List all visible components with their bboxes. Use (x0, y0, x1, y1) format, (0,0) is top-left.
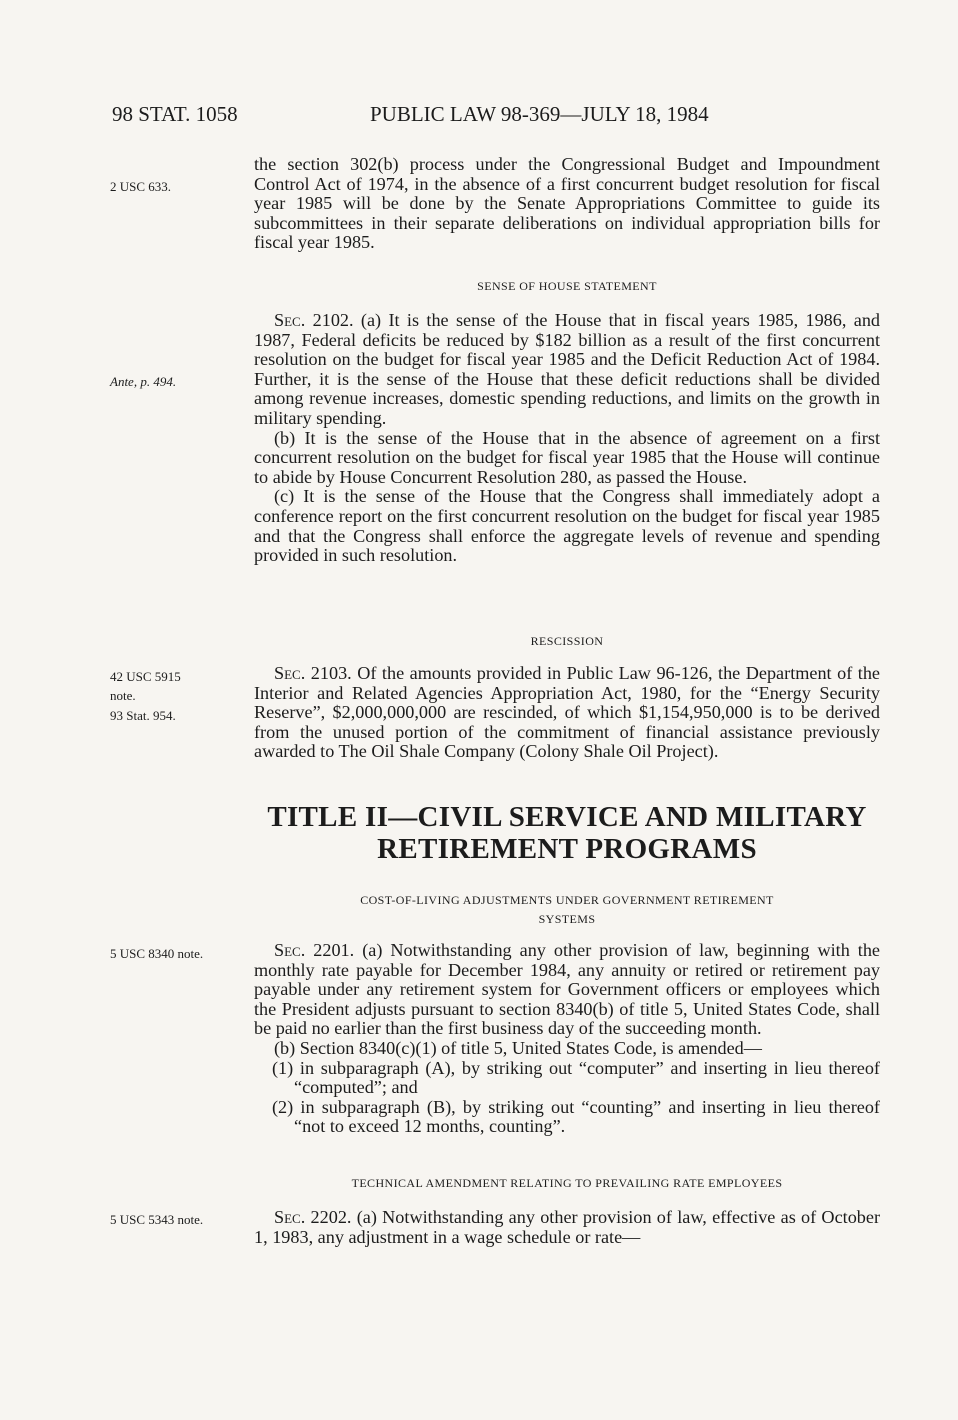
sec2103-text: Of the amounts provided in Public Law 96-126, the Department of the Interior and Related Agencies Appropriation Act, 1980, for the “Energy Security Reserve”, $2,000,000,000 are rescinded, of which $1,154,950,000 is to be derived from the unused portion of the commitment of financial assistance previously awarded to The Oil Shale Company (Colony Shale Oil Project). (254, 663, 881, 762)
sec2202-a-text: (a) Notwithstanding any other provision of law, effective as of October 1, 1983, any adjustment in a wage schedule or rate— (254, 1207, 881, 1247)
title-ii-line2: RETIREMENT PROGRAMS (377, 833, 757, 865)
heading-cola-line2: SYSTEMS (538, 912, 596, 926)
heading-sense-of-house: SENSE OF HOUSE STATEMENT (477, 279, 657, 293)
margin-note-ante: Ante, p. 494. (110, 374, 177, 389)
margin-note-42usc5915-line1: 42 USC 5915 (110, 669, 181, 684)
sec2202-label: Sec. 2202. (274, 1207, 352, 1227)
section-2103 (254, 664, 880, 762)
margin-note-5usc5343: 5 USC 5343 note. (110, 1212, 204, 1227)
margin-note-42usc5915-line2: note. (110, 688, 136, 703)
margin-note-2usc633: 2 USC 633. (110, 179, 172, 194)
margin-note-93stat954: 93 Stat. 954. (110, 708, 176, 723)
sec2201-b: (b) Section 8340(c)(1) of title 5, United States Code, is amended— (274, 1037, 762, 1058)
sec2102-a-text: (a) It is the sense of the House that in fiscal years 1985, 1986, and 1987, Federal deficits be reduced by $182 billion as a result of the first concurrent resolution on the budget for fiscal year 1985 and the Deficit Reduction Act of 1984. Further, it is the sense of the House that these deficit reductions shall be divided among revenue increases, domestic spending reductions, and limits on the growth in military spending. (254, 310, 881, 428)
stat-page-number: 98 STAT. 1058 (112, 102, 238, 126)
heading-cola-line1: COST-OF-LIVING ADJUSTMENTS UNDER GOVERNMENT RETIREMENT (360, 893, 774, 907)
sec2102-c: (c) It is the sense of the House that the Congress shall immediately adopt a conference report on the first concurrent resolution on the budget for fiscal year 1985 and that the Congress shall enforce the aggregate levels of revenue and spending provided in such resolution. (254, 486, 880, 566)
page-header (112, 102, 762, 132)
sec2102-a (254, 311, 880, 429)
sec2201-a (254, 941, 880, 1039)
sec2202-a (254, 1208, 880, 1247)
sec2201-a-text: (a) Notwithstanding any other provision of law, beginning with the monthly rate payable for December 1984, any annuity or retired or retirement pay payable under any retirement system for Government officers or employees which the President adjusts pursuant to section 8340(b) of title 5, United States Code, shall be paid no earlier than the first business day of the succeeding month. (254, 940, 881, 1039)
sec2102-label: Sec. 2102. (274, 310, 354, 330)
title-ii-line1: TITLE II—CIVIL SERVICE AND MILITARY (267, 801, 867, 833)
sec2103-label: Sec. 2103. (274, 663, 352, 683)
sec2102-b: (b) It is the sense of the House that in the absence of agreement on a first concurrent resolution on the budget for fiscal year 1985 that the House will continue to abide by House Concurrent Resolution 280, as passed the House. (254, 427, 880, 487)
title-ii-heading (254, 801, 880, 865)
heading-technical-amendment: TECHNICAL AMENDMENT RELATING TO PREVAILING RATE EMPLOYEES (351, 1176, 783, 1190)
public-law-title: PUBLIC LAW 98-369—JULY 18, 1984 (370, 102, 709, 126)
sec2201-label: Sec. 2201. (274, 940, 355, 960)
margin-note-42usc5915 (110, 667, 240, 705)
para-302b: the section 302(b) process under the Congressional Budget and Impoundment Control Act of 1974, in the absence of a first concurrent budget resolution for fiscal year 1985 will be done by the Senate Appropriations Committee to guide its subcommittees in their separate deliberations on individual appropriation bills for fiscal year 1985. (254, 154, 880, 253)
sec2201-b2: (2) in subparagraph (B), by striking out “counting” and inserting in lieu thereof “not to exceed 12 months, counting”. (272, 1096, 880, 1137)
section-2201 (254, 941, 880, 1137)
margin-note-5usc8340: 5 USC 8340 note. (110, 946, 204, 961)
heading-cola (254, 891, 880, 929)
sec2103-text-block (254, 664, 880, 762)
section-2102 (254, 311, 880, 566)
section-2202 (254, 1208, 880, 1247)
continuation-paragraph (254, 155, 880, 253)
sec2201-b1: (1) in subparagraph (A), by striking out “computer” and inserting in lieu thereof “computed”; and (272, 1057, 880, 1098)
heading-rescission: RESCISSION (530, 634, 604, 648)
